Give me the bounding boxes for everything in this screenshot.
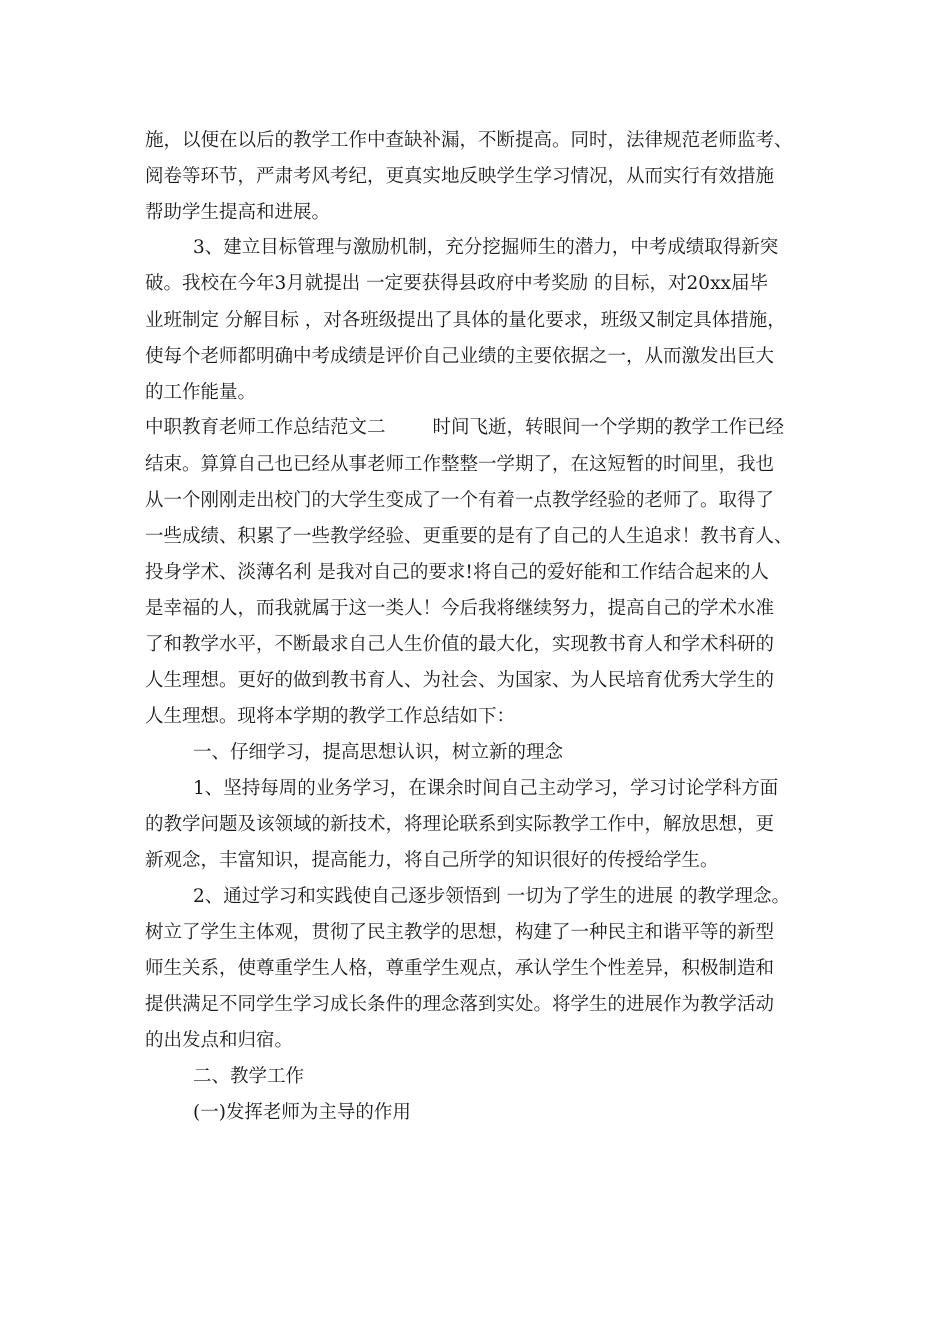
text-line: 树立了学生主体观，贯彻了民主教学的思想，构建了一种民主和谐平等的新型: [145, 922, 775, 943]
text-line: 的出发点和归宿。: [145, 1030, 294, 1051]
text-line: 帮助学生提高和进展。: [145, 202, 331, 223]
text-line: 新观念，丰富知识，提高能力，将自己所学的知识很好的传授给学生。: [145, 850, 719, 871]
text-line: 破。我校在今年3月就提出 一定要获得县政府中考奖励 的目标，对20xx届毕: [145, 273, 768, 294]
text-line: 的工作能量。: [145, 382, 257, 403]
text-line: 了和教学水平，不断最求自己人生价值的最大化，实现教书育人和学术科研的: [145, 634, 775, 655]
text-line: 3、建立目标管理与激励机制，充分挖掘师生的潜力，中考成绩取得新突: [193, 237, 779, 258]
text-line: 一、仔细学习，提高思想认识，树立新的理念: [193, 742, 564, 763]
text-line: 结束。算算自己也已经从事老师工作整整一学期了，在这短暂的时间里，我也: [145, 454, 775, 475]
text-line: 一些成绩、积累了一些教学经验、更重要的是有了自己的人生追求！教书育人、: [145, 526, 793, 547]
text-line: 是幸福的人，而我就属于这一类人！今后我将继续努力，提高自己的学术水准: [145, 598, 775, 619]
text-line: 投身学术、淡薄名利 是我对自己的要求!将自己的爱好能和工作结合起来的人: [145, 562, 769, 583]
text-line: 人生理想。现将本学期的教学工作总结如下：: [145, 706, 516, 727]
text-line: (一)发挥老师为主导的作用: [193, 1102, 411, 1123]
text-line: 1、坚持每周的业务学习，在课余时间自己主动学习，学习讨论学科方面: [193, 778, 779, 799]
text-line: 施，以便在以后的教学工作中查缺补漏，不断提高。同时，法律规范老师监考、: [145, 130, 793, 151]
text-line: 中职教育老师工作总结范文二 时间飞逝，转眼间一个学期的教学工作已经: [145, 417, 785, 438]
text-line: 使每个老师都明确中考成绩是评价自己业绩的主要依据之一，从而激发出巨大: [145, 346, 775, 367]
text-line: 阅卷等环节，严肃考风考纪，更真实地反映学生学习情况，从而实行有效措施: [145, 166, 775, 187]
text-line: 师生关系，使尊重学生人格，尊重学生观点，承认学生个性差异，积极制造和: [145, 958, 775, 979]
text-line: 业班制定 分解目标 ，对各班级提出了具体的量化要求，班级又制定具体措施，: [145, 310, 786, 331]
text-line: 2、通过学习和实践使自己逐步领悟到 一切为了学生的进展 的教学理念。: [193, 886, 791, 907]
text-line: 二、教学工作: [193, 1066, 305, 1087]
text-line: 的教学问题及该领域的新技术，将理论联系到实际教学工作中，解放思想，更: [145, 814, 775, 835]
text-line: 提供满足不同学生学习成长条件的理念落到实处。将学生的进展作为教学活动: [145, 994, 775, 1015]
text-line: 人生理想。更好的做到教书育人、为社会、为国家、为人民培育优秀大学生的: [145, 670, 775, 691]
text-line: 从一个刚刚走出校门的大学生变成了一个有着一点教学经验的老师了。取得了: [145, 490, 775, 511]
